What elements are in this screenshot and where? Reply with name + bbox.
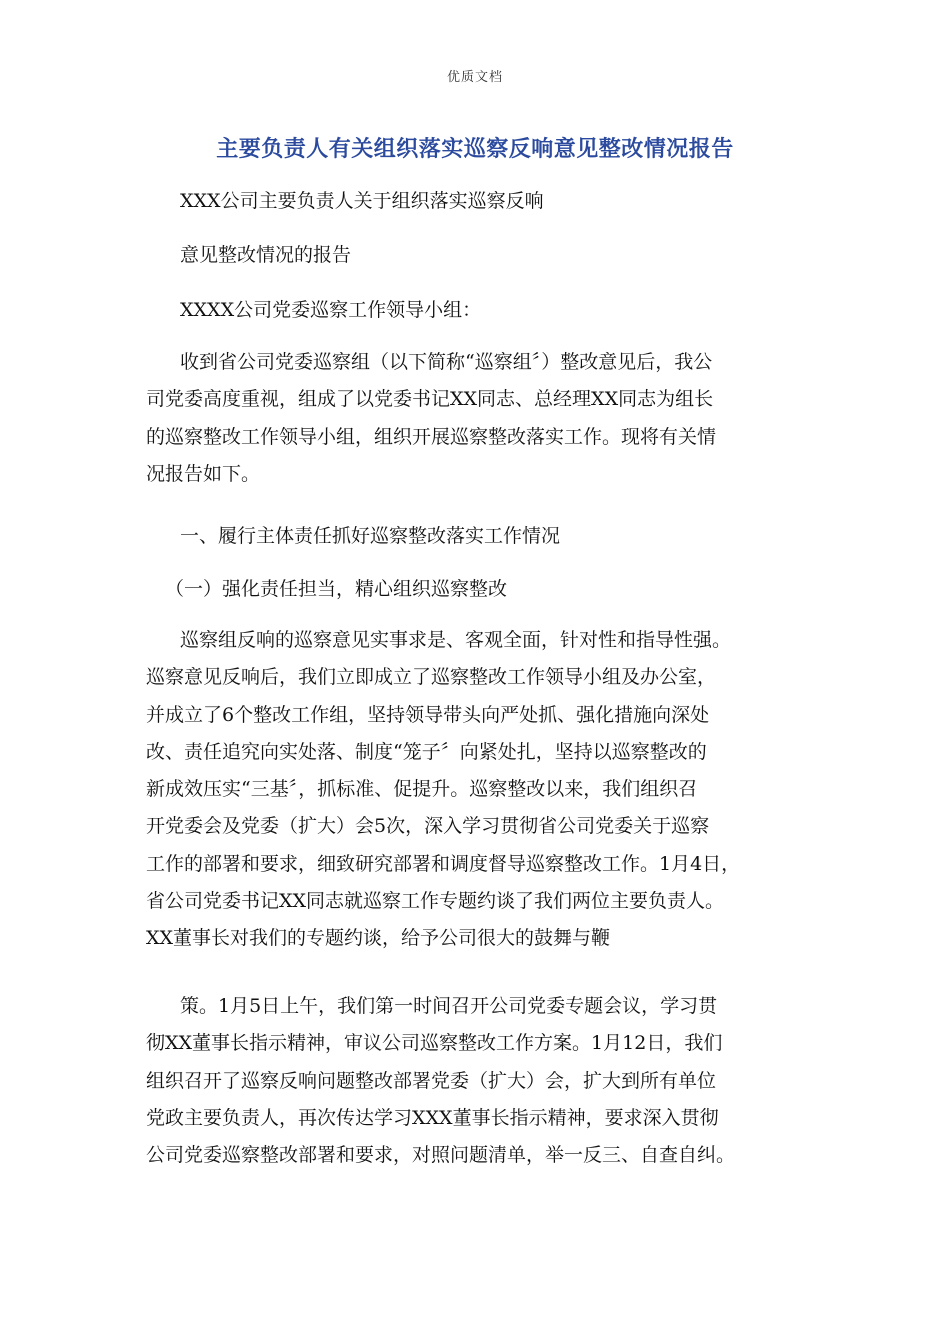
paragraph-line: 改、责任追究向实处落、制度“笼子〞向紧处扎，坚持以巡察整改的 bbox=[146, 740, 707, 763]
paragraph-1 bbox=[146, 344, 818, 493]
paragraph-line: 开党委会及党委（扩大）会5次，深入学习贯彻省公司党委关于巡察 bbox=[146, 815, 710, 838]
subtitle-line-1: XXX公司主要负责人关于组织落实巡察反响 bbox=[180, 190, 544, 212]
document-title: 主要负责人有关组织落实巡察反响意见整改情况报告 bbox=[216, 137, 734, 162]
paragraph-line: 彻XX董事长指示精神，审议公司巡察整改工作方案。1月12日，我们 bbox=[146, 1032, 723, 1055]
paragraph-line: 的巡察整改工作领导小组，组织开展巡察整改落实工作。现将有关情 bbox=[146, 425, 717, 448]
greeting-line: XXXX公司党委巡察工作领导小组： bbox=[180, 299, 482, 321]
section-1-heading: 一、履行主体责任抓好巡察整改落实工作情况 bbox=[180, 525, 561, 547]
subsection-1-heading: （一）强化责任担当，精心组织巡察整改 bbox=[165, 578, 508, 600]
paragraph-line: 巡察组反响的巡察意见实事求是、客观全面，针对性和指导性强。 bbox=[180, 629, 732, 651]
paragraph-line: 新成效压实“三基〞，抓标准、促提升。巡察整改以来，我们组织召 bbox=[146, 778, 698, 801]
paragraph-line: 省公司党委书记XX同志就巡察工作专题约谈了我们两位主要负责人。 bbox=[146, 890, 725, 913]
paragraph-3 bbox=[146, 988, 818, 1174]
paragraph-line: 策。1月5日上午，我们第一时间召开公司党委专题会议，学习贯 bbox=[180, 995, 718, 1017]
subtitle-line-2: 意见整改情况的报告 bbox=[180, 244, 352, 266]
paragraph-line: 况报告如下。 bbox=[146, 462, 261, 485]
paragraph-line: 巡察意见反响后，我们立即成立了巡察整改工作领导小组及办公室， bbox=[146, 666, 717, 689]
paragraph-line: 组织召开了巡察反响问题整改部署党委（扩大）会，扩大到所有单位 bbox=[146, 1069, 717, 1092]
paragraph-line: 收到省公司党委巡察组（以下简称“巡察组〞）整改意见后，我公 bbox=[180, 351, 713, 373]
paragraph-2 bbox=[146, 622, 818, 958]
page-header-label: 优质文档 bbox=[446, 70, 503, 85]
paragraph-line: 党政主要负责人，再次传达学习XXX董事长指示精神，要求深入贯彻 bbox=[146, 1106, 719, 1129]
paragraph-line: 并成立了6个整改工作组，坚持领导带头向严处抓、强化措施向深处 bbox=[146, 703, 710, 726]
paragraph-line: 工作的部署和要求，细致研究部署和调度督导巡察整改工作。1月4日， bbox=[146, 852, 741, 875]
paragraph-line: XX董事长对我们的专题约谈，给予公司很大的鼓舞与鞭 bbox=[146, 927, 611, 950]
paragraph-line: 公司党委巡察整改部署和要求，对照问题清单，举一反三、自查自纠。 bbox=[146, 1144, 736, 1167]
paragraph-line: 司党委高度重视，组成了以党委书记XX同志、总经理XX同志为组长 bbox=[146, 388, 714, 411]
